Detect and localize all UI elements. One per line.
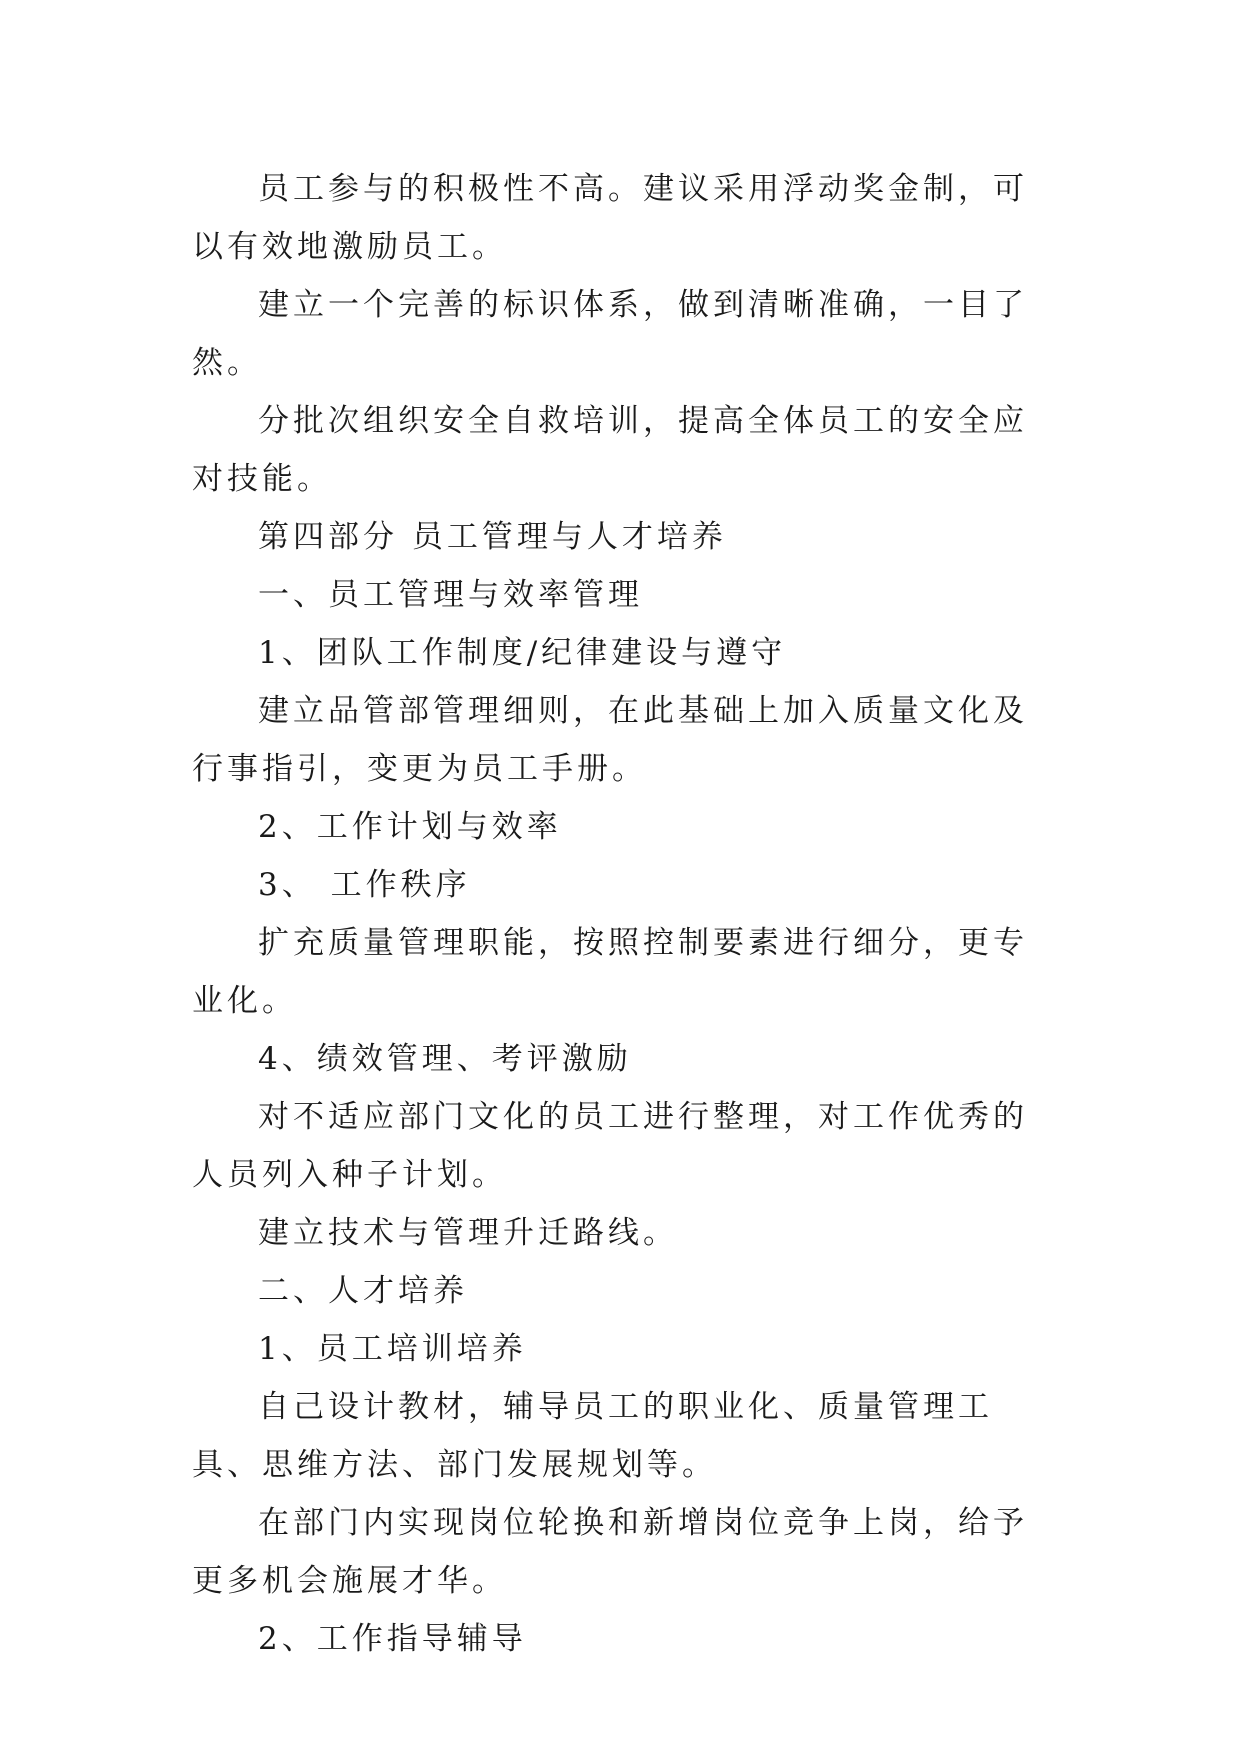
paragraph: 对不适应部门文化的员工进行整理，对工作优秀的人员列入种子计划。	[192, 1099, 1028, 1193]
paragraph: 建立一个完善的标识体系，做到清晰准确，一目了然。	[192, 287, 1028, 381]
subsection-heading: 一、员工管理与效率管理	[258, 577, 643, 613]
item-heading: 1、团队工作制度/纪律建设与遵守	[258, 635, 787, 671]
subsection-heading: 二、人才培养	[258, 1273, 468, 1309]
document-body	[192, 160, 1052, 1668]
paragraph: 在部门内实现岗位轮换和新增岗位竞争上岗，给予更多机会施展才华。	[192, 1505, 1028, 1599]
paragraph: 扩充质量管理职能，按照控制要素进行细分，更专业化。	[192, 925, 1028, 1019]
item-heading: 3、 工作秩序	[258, 867, 471, 903]
item-heading: 1、员工培训培养	[258, 1331, 527, 1367]
section-heading: 第四部分 员工管理与人才培养	[258, 519, 727, 555]
paragraph: 建立品管部管理细则，在此基础上加入质量文化及行事指引，变更为员工手册。	[192, 693, 1028, 787]
item-heading: 2、工作计划与效率	[258, 809, 562, 845]
item-heading: 4、绩效管理、考评激励	[258, 1041, 632, 1077]
paragraph: 自己设计教材，辅导员工的职业化、质量管理工具、思维方法、部门发展规划等。	[192, 1389, 993, 1483]
item-heading: 2、工作指导辅导	[258, 1621, 527, 1657]
paragraph: 员工参与的积极性不高。建议采用浮动奖金制，可以有效地激励员工。	[192, 171, 1028, 265]
paragraph: 分批次组织安全自救培训，提高全体员工的安全应对技能。	[192, 403, 1028, 497]
paragraph: 建立技术与管理升迁路线。	[258, 1215, 678, 1251]
